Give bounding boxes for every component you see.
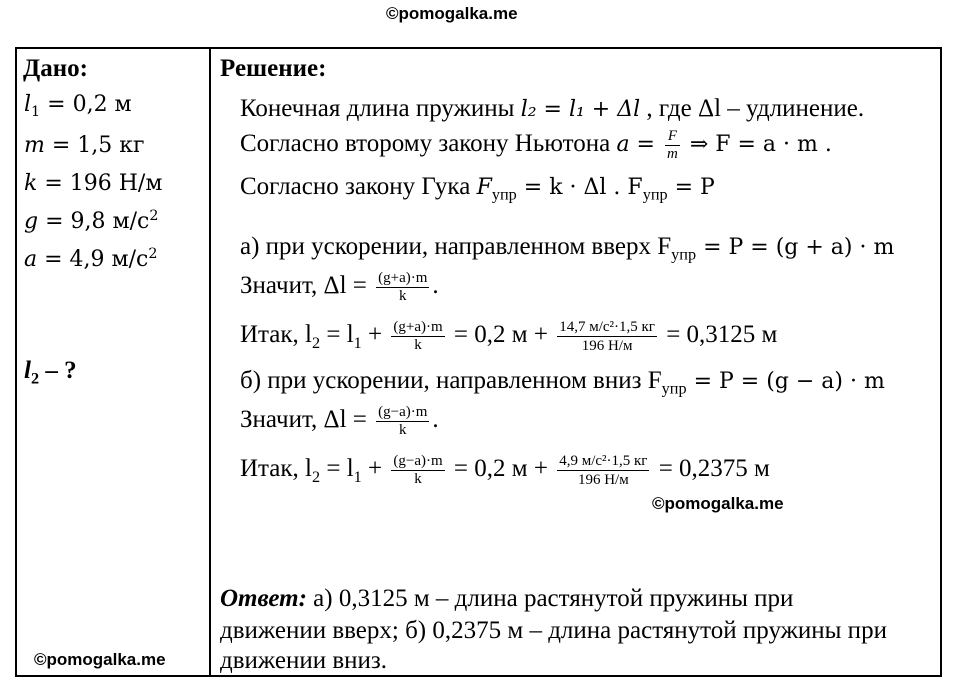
find-l2: $l_2$ – ? [24, 357, 77, 388]
given-stiffness: k = 196 Н/м [24, 171, 163, 196]
fraction-delta-up: $\frac{(g+a)\cdot m}{k}$ [378, 270, 428, 304]
solution-result-up: Итак, $l_2 = l_1$ + $\frac{(g+a)\cdot m}{k}$ = 0,2 м + $\frac{\text{14,7 м/с²·1,5 кг}}{196 Н/м}$ = 0,3125 м [240, 319, 778, 354]
solution-line-length: Конечная длина пружины l₂ = l₁ + Δl , где Δl – удлинение. [240, 95, 865, 122]
answer-line-3: движении вниз. [220, 647, 388, 674]
solution-line-newton: Согласно второму закону Ньютона a = $\frac{F}{m}$ ⇒ F = a · m . [240, 128, 832, 162]
column-divider [209, 47, 211, 677]
solution-case-down: б) при ускорении, направленном вниз $F_{упр} = P = (g - a) \cdot m$ [240, 367, 885, 398]
solution-delta-up: Значит, Δl = $\frac{(g+a)\cdot m}{k}$ . [240, 270, 439, 304]
watermark-middle: ©pomogalka.me [652, 494, 784, 513]
fraction-formula-up: $\frac{(g+a)\cdot m}{k}$ [393, 319, 443, 353]
solution-line-hooke: Согласно закону Гука $F_{упр} = k \cdot \Delta l$ . $F_{упр} = P$ [240, 173, 715, 204]
fraction-calc-up: $\frac{\text{14,7 м/с²·1,5 кг}}{196 Н/м}$ [559, 319, 655, 354]
given-acceleration: a = 4,9 $м/с^2$ [24, 246, 158, 272]
fraction-formula-down: $\frac{(g-a)\cdot m}{k}$ [393, 453, 443, 487]
answer-line-1: Ответ: а) 0,3125 м – длина растянутой пружины при [220, 585, 794, 612]
fraction-calc-down: $\frac{\text{4,9 м/с²·1,5 кг}}{196 Н/м}$ [559, 453, 648, 488]
solution-delta-down: Значит, Δl = $\frac{(g-a)\cdot m}{k}$ . [240, 404, 439, 438]
solution-case-up: а) при ускорении, направленном вверх $F_{упр} = P = (g + a) \cdot m$ [240, 233, 895, 264]
fraction-delta-down: $\frac{(g-a)\cdot m}{k}$ [378, 404, 428, 438]
given-header: Дано: [23, 55, 88, 82]
watermark-top: ©pomogalka.me [386, 4, 518, 23]
solution-header: Решение: [220, 55, 327, 82]
given-gravity: g = 9,8 $м/с^2$ [24, 208, 159, 234]
answer-line-2: движении вверх; б) 0,2375 м – длина растянутой пружины при [220, 617, 887, 644]
fraction-f-over-m: $\frac{F}{m}$ [666, 128, 678, 162]
given-l1: $l_1 = 0,2$ м [24, 92, 132, 120]
solution-result-down: Итак, $l_2 = l_1$ + $\frac{(g-a)\cdot m}{k}$ = 0,2 м + $\frac{\text{4,9 м/с²·1,5 кг}}{196 Н/м}$ = 0,2375 м [240, 453, 770, 488]
watermark-bottom: ©pomogalka.me [34, 650, 166, 669]
given-mass: m = 1,5 кг [24, 133, 145, 158]
